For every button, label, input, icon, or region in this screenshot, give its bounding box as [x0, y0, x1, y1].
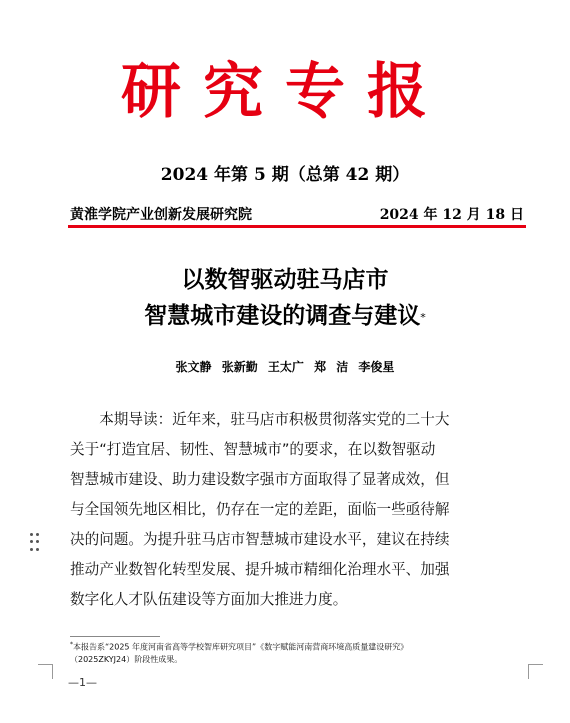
footnote-mark: *	[420, 311, 426, 324]
footnote-line-2: （2025ZKYJ24）阶段性成果。	[70, 654, 183, 664]
publish-date: 2024 年 12 月 18 日	[379, 207, 524, 223]
footnote-line-1: *本报告系“2025 年度河南省高等学校智库研究项目”《数字赋能河南营商环境高质量建设研究》	[70, 641, 409, 652]
abstract-line: 本期导读：近年来，驻马店市积极贯彻落实党的二十大	[99, 411, 450, 428]
organization-name: 黄淮学院产业创新发展研究院	[70, 207, 252, 223]
title-line-2: 智慧城市建设的调查与建议*	[144, 303, 426, 329]
title-line-1: 以数智驱动驻马店市	[181, 267, 389, 293]
red-divider	[68, 225, 526, 228]
page-number: —1—	[68, 676, 97, 689]
masthead-title: 研究专报	[121, 57, 449, 127]
abstract-line: 决的问题。为提升驻马店市智慧城市建设水平，建议在持续	[70, 531, 450, 548]
abstract	[70, 405, 530, 615]
abstract-line: 关于“打造宜居、韧性、智慧城市”的要求，在以数智驱动	[70, 441, 436, 458]
footnote-divider	[70, 636, 160, 637]
page-corner-mark	[528, 664, 543, 679]
page-corner-mark	[38, 664, 53, 679]
abstract-line: 与全国领先地区相比，仍存在一定的差距，面临一些亟待解	[70, 501, 450, 518]
org-date-line	[70, 204, 524, 224]
authors: 张文静 张新勤 王太广 郑 洁 李俊星	[175, 360, 395, 374]
abstract-line: 数字化人才队伍建设等方面加大推进力度。	[70, 591, 348, 608]
issue-number: 2024 年第 5 期（总第 42 期）	[160, 165, 410, 185]
article-title	[0, 262, 570, 334]
abstract-line: 推动产业数智化转型发展、提升城市精细化治理水平、加强	[70, 561, 450, 578]
drag-handle-icon[interactable]	[30, 533, 40, 553]
abstract-line: 智慧城市建设、助力建设数字强市方面取得了显著成效，但	[70, 471, 450, 488]
footnote	[70, 639, 530, 666]
